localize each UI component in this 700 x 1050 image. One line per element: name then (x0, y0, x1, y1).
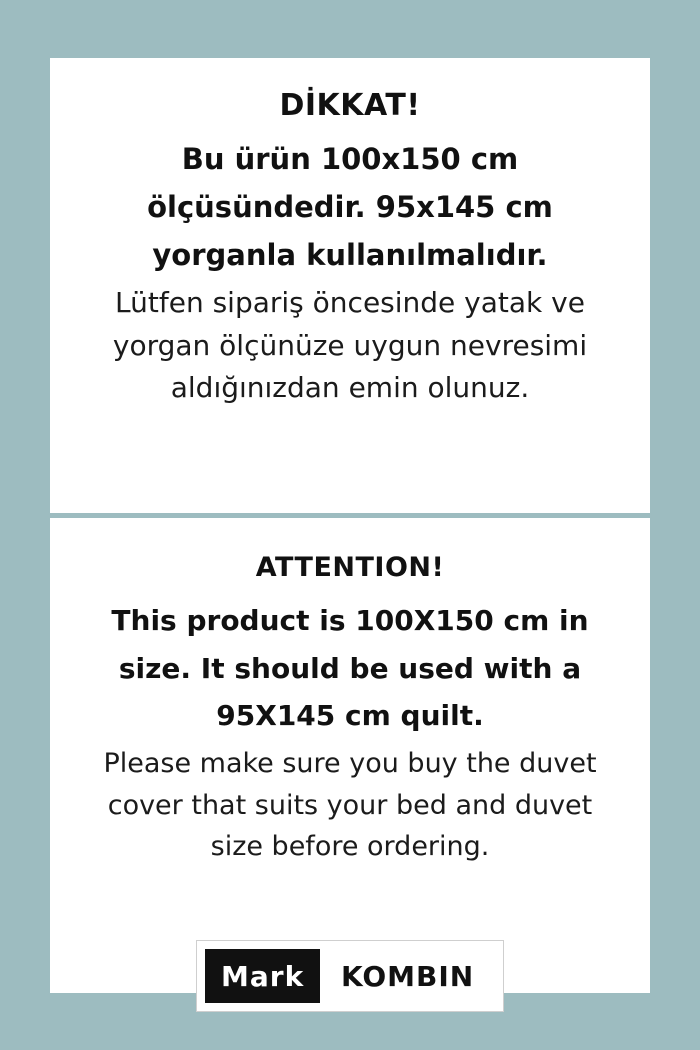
turkish-notice-bold-line-3: yorganla kullanılmalıdır. (152, 238, 548, 273)
english-notice-body: Please make sure you buy the duvet cover that suits your bed and duvet size before ordering. (103, 747, 597, 863)
brand-logo (196, 940, 504, 1012)
turkish-notice-card (50, 58, 650, 513)
english-notice-bold-line-1: This product is 100X150 cm in (111, 604, 589, 638)
english-notice-title: ATTENTION! (255, 552, 445, 583)
english-notice-bold-line-2: size. It should be used with a (118, 651, 582, 685)
turkish-notice-bold-line-2: ölçüsündedir. 95x145 cm (147, 190, 553, 225)
turkish-notice-body: Lütfen sipariş öncesinde yatak ve yorgan ölçünüze uygun nevresimi aldığınızdan emin olunuz. (112, 286, 588, 405)
brand-logo-kombin: KOMBIN (340, 959, 475, 993)
turkish-notice-bold-line-1: Bu ürün 100x150 cm (181, 142, 519, 176)
turkish-notice-title: DİKKAT! (279, 88, 421, 123)
english-notice-bold-line-3: 95X145 cm quilt. (216, 699, 484, 733)
english-notice-card (50, 518, 650, 993)
brand-logo-inner (205, 949, 495, 1003)
brand-logo-mark: Mark (205, 949, 320, 1003)
